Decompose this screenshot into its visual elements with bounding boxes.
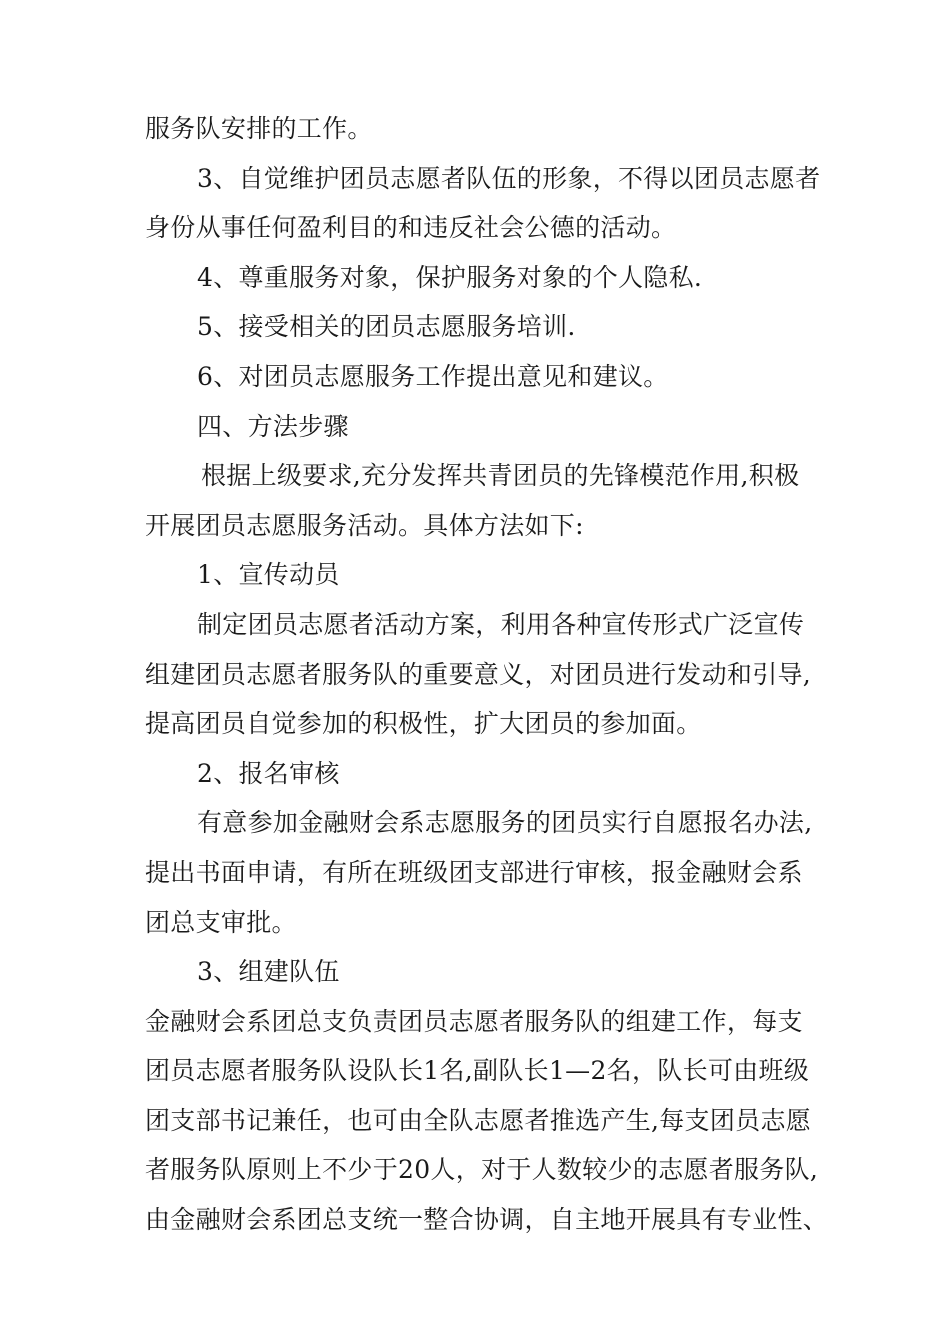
paragraph-line: 组建团员志愿者服务队的重要意义，对团员进行发动和引导, xyxy=(145,659,812,689)
list-item-line: 3、自觉维护团员志愿者队伍的形象，不得以团员志愿者 xyxy=(197,163,821,193)
paragraph-line: 开展团员志愿服务活动。具体方法如下: xyxy=(145,510,584,540)
paragraph-line: 制定团员志愿者活动方案，利用各种宣传形式广泛宣传 xyxy=(197,609,805,639)
section-heading: 四、方法步骤 xyxy=(197,411,349,441)
paragraph-line: 团员志愿者服务队设队长1名,副队长1—2名，队长可由班级 xyxy=(145,1056,810,1086)
paragraph-line: 者服务队原则上不少于20人，对于人数较少的志愿者服务队, xyxy=(145,1155,819,1185)
paragraph-line: 有意参加金融财会系志愿服务的团员实行自愿报名办法, xyxy=(197,808,813,838)
paragraph-line: 团总支审批。 xyxy=(145,907,297,937)
paragraph-line: 根据上级要求,充分发挥共青团员的先锋模范作用,积极 xyxy=(201,461,800,491)
paragraph-line: 金融财会系团总支负责团员志愿者服务队的组建工作，每支 xyxy=(145,1006,803,1036)
list-item-line: 4、尊重服务对象，保护服务对象的个人隐私. xyxy=(197,262,703,292)
paragraph-line: 身份从事任何盈利目的和违反社会公德的活动。 xyxy=(145,213,677,243)
paragraph-line: 团支部书记兼任，也可由全队志愿者推选产生,每支团员志愿 xyxy=(145,1105,812,1135)
paragraph-line: 提高团员自觉参加的积极性，扩大团员的参加面。 xyxy=(145,709,702,739)
paragraph-line: 由金融财会系团总支统一整合协调，自主地开展具有专业性、 xyxy=(145,1205,829,1235)
subsection-heading: 2、报名审核 xyxy=(197,758,340,788)
paragraph-line: 提出书面申请，有所在班级团支部进行审核，报金融财会系 xyxy=(145,857,803,887)
subsection-heading: 1、宣传动员 xyxy=(197,560,340,590)
document-body xyxy=(145,104,850,1245)
paragraph-line: 服务队安排的工作。 xyxy=(145,114,373,143)
subsection-heading: 3、组建队伍 xyxy=(197,957,340,987)
list-item-line: 5、接受相关的团员志愿服务培训. xyxy=(197,312,576,342)
list-item-line: 6、对团员志愿服务工作提出意见和建议。 xyxy=(197,361,669,391)
